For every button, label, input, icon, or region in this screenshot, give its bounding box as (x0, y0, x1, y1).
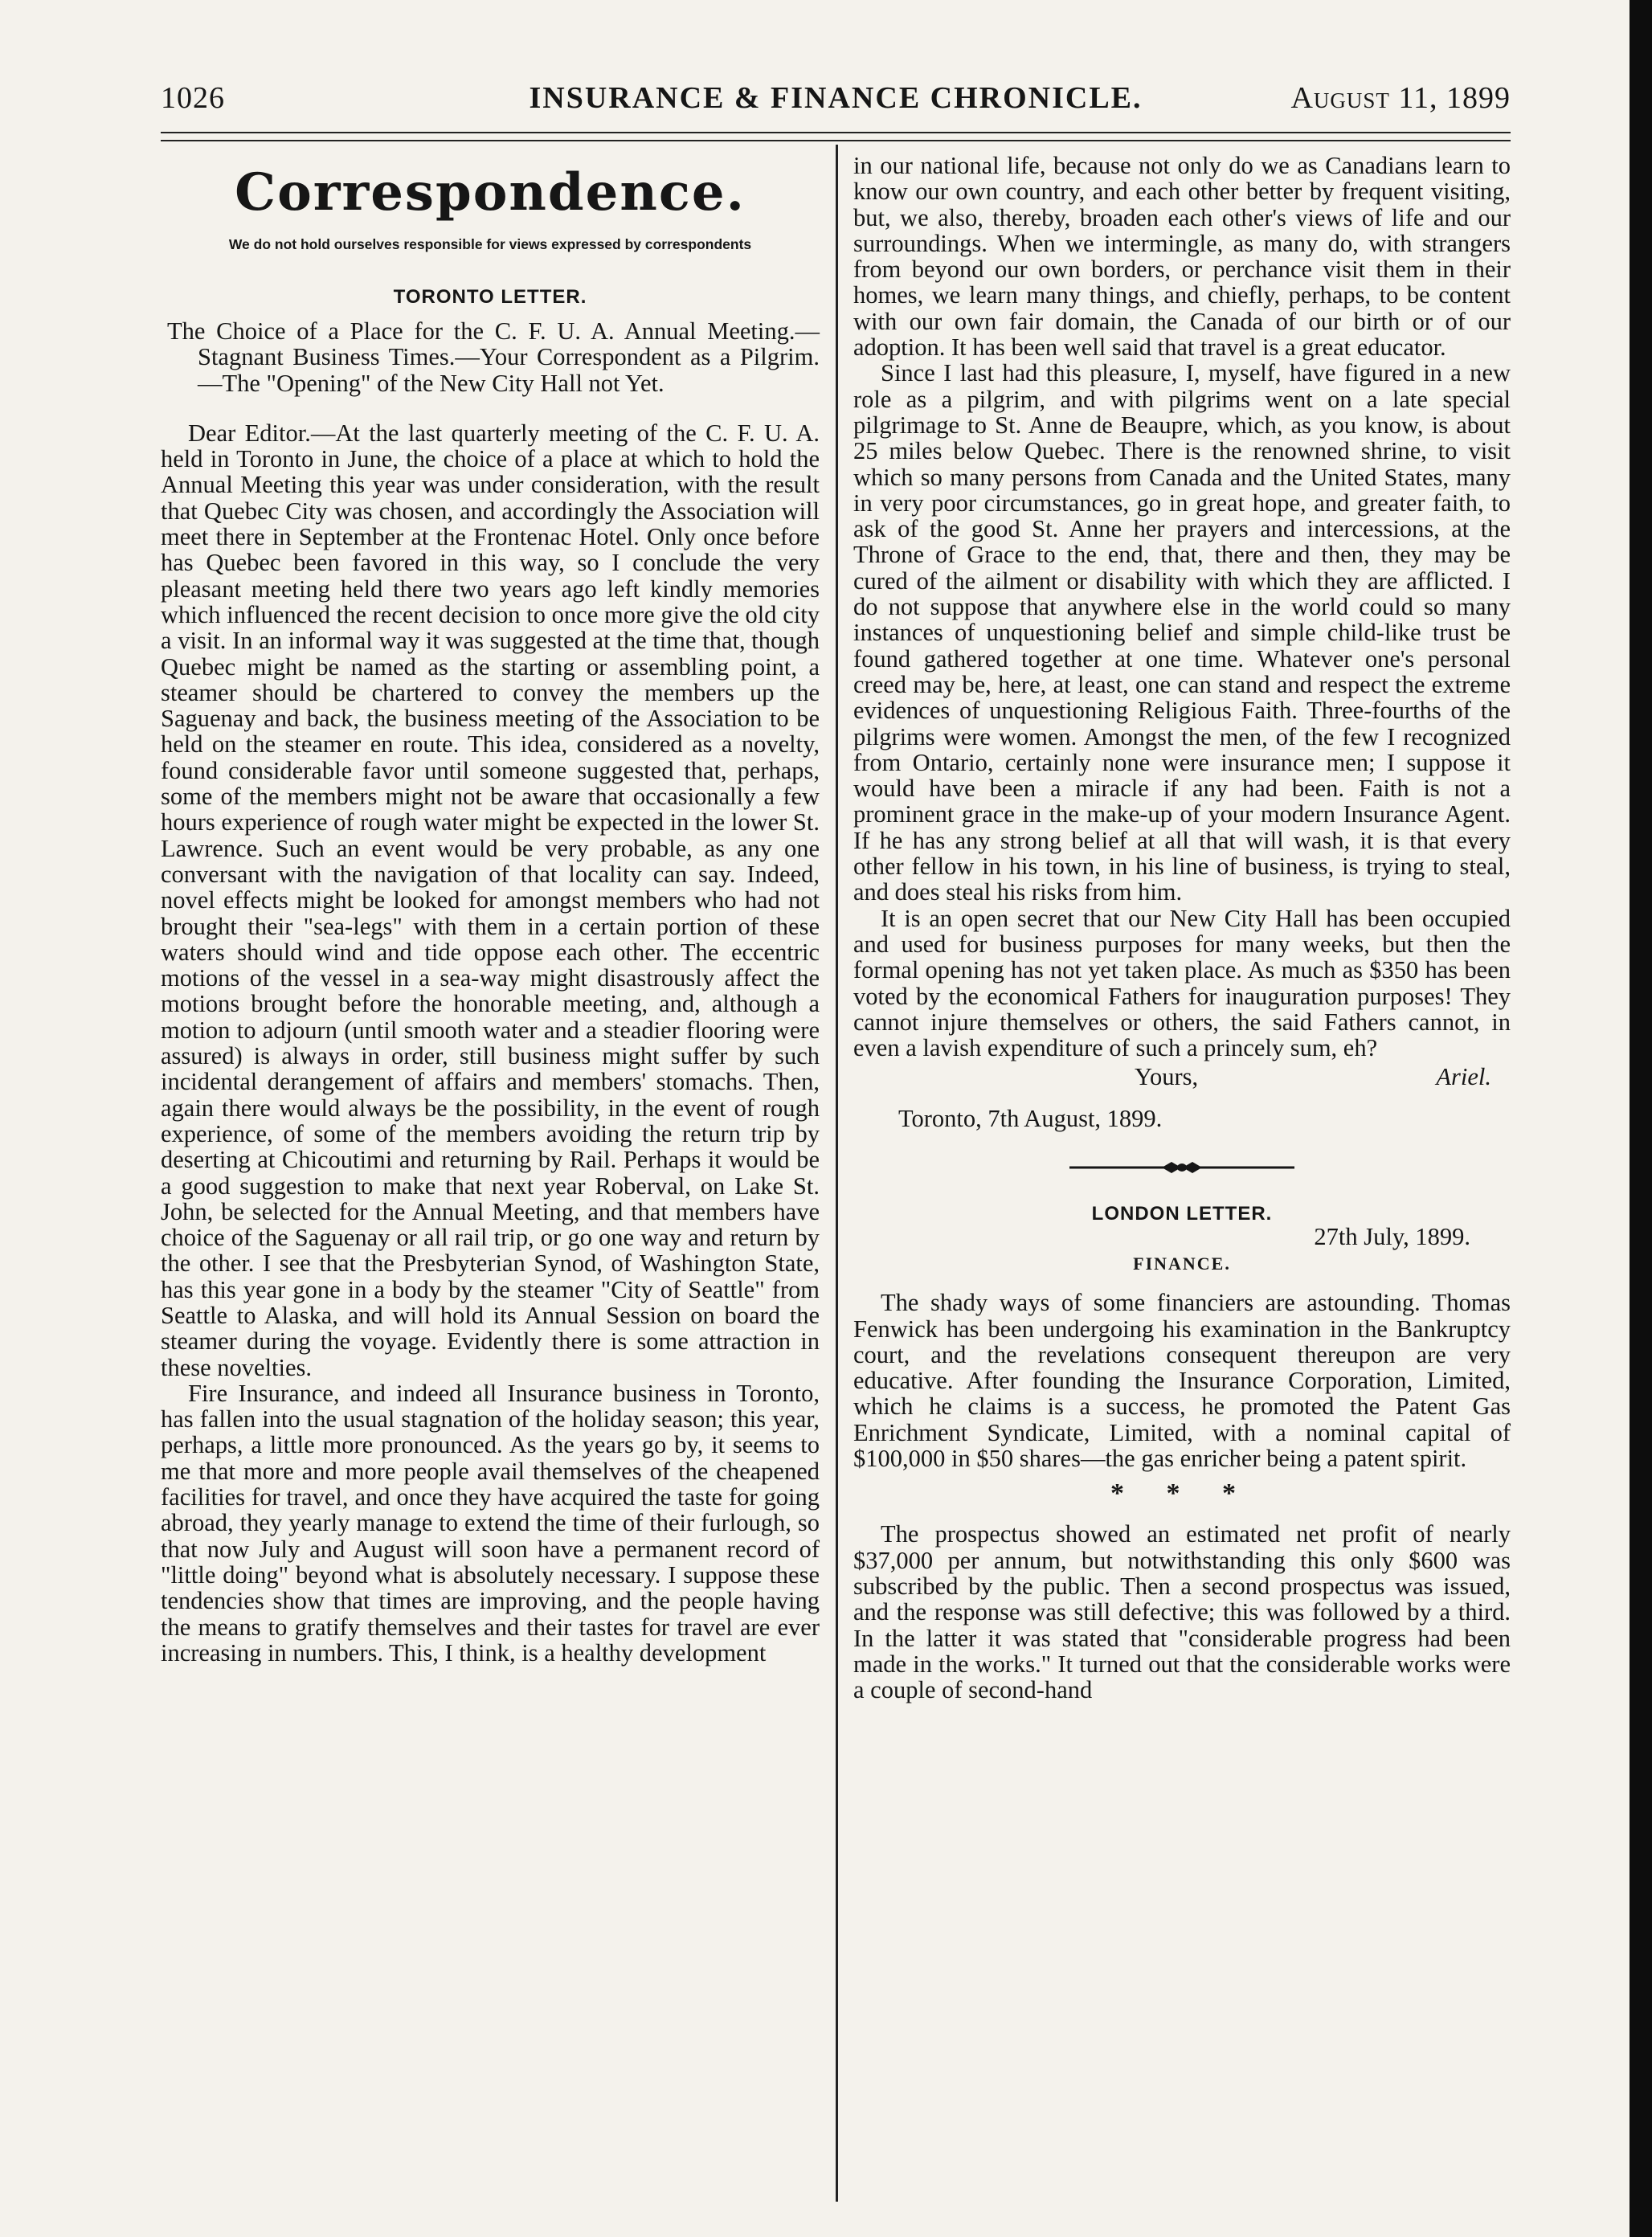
issue-date: August 11, 1899 (1290, 81, 1511, 115)
toronto-paragraph-5: It is an open secret that our New City Hall has been occupied and used for business purposes for many weeks, but then the formal opening has not yet taken place. As much as $350 has been voted by the economical Fathers for inauguration purposes! They cannot injure themselves or others, the said Fathers cannot, in even a lavish expenditure of such a princely sum, eh? (853, 904, 1511, 1062)
asterism-separator: * * * (1110, 1478, 1253, 1509)
london-paragraph-2: The prospectus showed an estimated net profit of nearly $37,000 per annum, but notwithstanding this only $600 was subscribed by the public. Then a second prospectus was issued, and the response was still defective; this was followed by a third. In the latter it was stated that "considerable progress had been made in the works." It turned out that the considerable works were a couple of second-hand (853, 1520, 1511, 1704)
running-head (161, 80, 1511, 129)
london-paragraph-1: The shady ways of some financiers are astounding. Thomas Fenwick has been undergoing his examination in the Bankruptcy court, and the revelations consequent thereupon are very educative. After founding the Insurance Corporation, Limited, which he claims is a success, he promoted the Patent Gas Enrichment Syndicate, Limited, with a nominal capital of $100,000 in $50 shares—the gas enricher being a patent spirit. (853, 1289, 1511, 1473)
scan-edge (1630, 0, 1652, 2237)
publication-title: INSURANCE & FINANCE CHRONICLE. (529, 81, 1143, 115)
toronto-paragraph-1: Dear Editor.—At the last quarterly meeting of the C. F. U. A. held in Toronto in June, the choice of a place at which to hold the Annual Meeting this year was under consideration, with the result that Quebec City was chosen, and accordingly the Association will meet there in September at the Frontenac Hotel. Only once before has Quebec been favored in this way, so I conclude the very pleasant meeting held there two years ago left kindly memories which influenced the recent decision to once more give the old city a visit. In an informal way it was suggested at the time that, though Quebec might be named as the starting or assembling point, a steamer should be chartered to convey the members up the Saguenay and back, the business meeting of the Association to be held on the steamer en route. This idea, considered as a novelty, found considerable favor until someone suggested that, perhaps, some of the members might not be aware that occasionally a few hours experience of rough water might be expected in the lower St. Lawrence. Such an event would be very probable, as any one conversant with the navigation of that locality can say. Indeed, novel effects might be looked for amongst members who had not brought their "sea-legs" with them in a certain portion of these waters should wind and tide oppose each other. The eccentric motions of the vessel in a sea-way might disastrously affect the motions brought before the honorable meeting, and, although a motion to adjourn (until smooth water and a steadier flooring were assured) is always in order, still business might suffer by such incidental derangement of affairs and members' stomachs. Then, again there would always be the possibility, in the event of rough experience, of some of the members avoiding the return trip by deserting at Chicoutimi and returning by Rail. Perhaps it would be a good suggestion to make that next year Roberval, on Lake St. John, be selected for the Annual Meeting, and that members have choice of the Saguenay or all rail trip, or go one way and return by the other. I see that the Presbyterian Synod, of Washington State, has this year gone in a body by the steamer "City of Seattle" from Seattle to Alaska, and will hold its Annual Session on board the steamer during the voyage. Evidently there is some attraction in these novelties. (161, 419, 820, 1381)
header-rule (161, 132, 1511, 141)
toronto-letter-subhead: The Choice of a Place for the C. F. U. A. Annual Meeting.—Stagnant Business Times.—Your Correspondent as a Pilgrim.—The "Opening" of the New City Hall not Yet. (167, 317, 820, 397)
letter-signature: Ariel. (1436, 1063, 1491, 1091)
london-letter-heading: LONDON LETTER. (1091, 1202, 1273, 1225)
letter-signoff (853, 1064, 1511, 1096)
toronto-paragraph-2: Fire Insurance, and indeed all Insurance business in Toronto, has fallen into the usual stagnation of the holiday season; this year, perhaps, a little more pronounced. As the years go by, it seems to me that more and more people avail themselves of the cheapened facilities for travel, and once they have acquired the taste for going abroad, they yearly manage to extend the time of their furlough, so that now July and August will soon have a permanent record of "little doing" beyond what is absolutely necessary. I suppose these tendencies show that times are improving, and the people having the means to gratify themselves and their tastes for travel are ever increasing in numbers. This, I think, is a healthy development (161, 1379, 820, 1667)
toronto-paragraph-3: in our national life, because not only do we as Canadians learn to know our own country, and each other better by frequent visiting, but, we also, thereby, broaden each other's views of life and our surroundings. When we intermingle, as many do, with strangers from beyond our own borders, or perchance visit them in their homes, we learn many things, and chiefly, perhaps, to be content with our own fair domain, the Canada of our birth or of our adoption. It has been well said that travel is a great educator. (853, 152, 1511, 362)
letter-closing: Yours, (1135, 1063, 1199, 1091)
london-letter-date: 27th July, 1899. (1314, 1222, 1470, 1250)
section-title: Correspondence. (235, 162, 746, 223)
ornament-divider (853, 1159, 1511, 1176)
column-divider (836, 145, 838, 2202)
left-column (161, 153, 820, 1666)
page-number: 1026 (161, 81, 225, 115)
finance-label: FINANCE. (1133, 1253, 1231, 1274)
ornament-rule (1069, 1159, 1294, 1176)
toronto-letter-heading: TORONTO LETTER. (393, 286, 587, 308)
toronto-paragraph-4: Since I last had this pleasure, I, myself, have figured in a new role as a pilgrim, and with pilgrims went on a late special pilgrimage to St. Anne de Beaupre, which, as you know, is about 25 miles below Quebec. There is the renowned shrine, to visit which so many persons from Canada and the United States, many in very poor circumstances, go in great hope, and greater faith, to ask of the good St. Anne her prayers and intercessions, at the Throne of Grace to the end, that, there and then, they may be cured of the ailment or disability with which they are afflicted. I do not suppose that anywhere else in the world could so many instances of unquestioning belief and simple child-like trust be found gathered together at one time. Whatever one's personal creed may be, here, at least, one can stand and respect the extreme evidences of unquestioning Religious Faith. Three-fourths of the pilgrims were women. Amongst the men, of the few I recognized from Ontario, certainly none were insurance men; I suppose it would have been a miracle if any had been. Faith is not a prominent grace in the make-up of your modern Insurance Agent. If he has any strong belief at all that will wash, it is that every other fellow in his town, in his line of business, is trying to steal, and does steal his risks from him. (853, 359, 1511, 906)
right-column (853, 153, 1511, 1703)
section-disclaimer: We do not hold ourselves responsible for views expressed by correspondents (228, 236, 752, 252)
letter-dateline: Toronto, 7th August, 1899. (898, 1105, 1163, 1133)
